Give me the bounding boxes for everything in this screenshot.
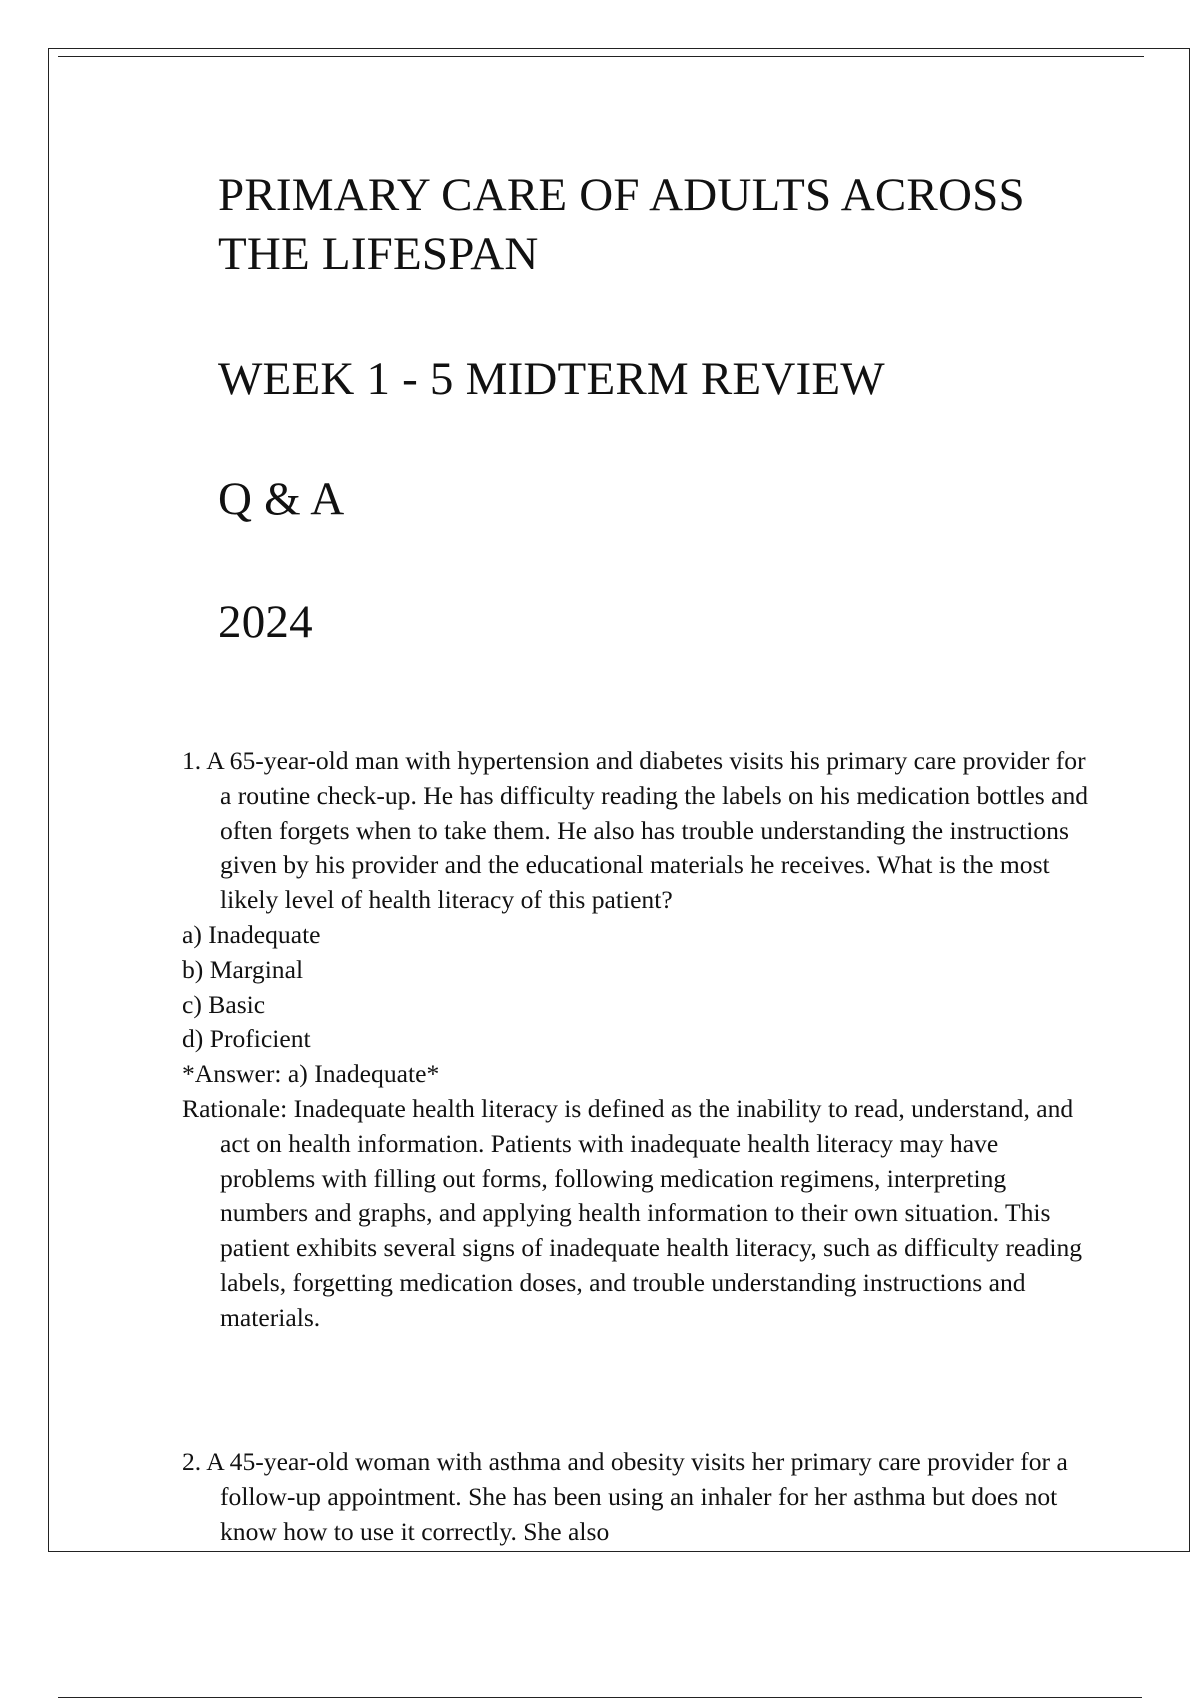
title-line-2: THE LIFESPAN [218,227,539,280]
question-2-stem [182,1445,1094,1549]
question-1-rationale: Rationale: Inadequate health literacy is defined as the inability to read, understand, and act on health information. Patients with inadequate health literacy may have problems with filling out forms, following medication regimens, interpreting numbers and graphs, and applying health information to their own situation. This patient exhibits several signs of inadequate health literacy, such as difficulty reading labels, forgetting medication doses, and trouble understanding instructions and materials. [182,1093,1083,1332]
question-2-number: 2. [182,1447,202,1476]
year-heading: 2024 [218,596,313,648]
question-1 [182,744,1094,1336]
question-1-option-c: c) Basic [182,989,266,1019]
document-title [218,166,1118,284]
question-1-answer: *Answer: a) Inadequate* [182,1059,440,1089]
question-1-stem [182,744,1094,918]
question-1-option-b: b) Marginal [182,954,304,984]
top-rule [58,56,1144,57]
question-1-number: 1. [182,746,202,775]
question-2-text: A 45-year-old woman with asthma and obesity visits her primary care provider for a follow-up appointment. She has been using an inhaler for her asthma but does not know how to use it correctly. She also [206,1447,1068,1546]
question-1-text: A 65-year-old man with hypertension and diabetes visits his primary care provider for a routine check-up. He has difficulty reading the labels on his medication bottles and often forgets when to take them. He also has trouble understanding the instructions given by his provider and the educational materials he receives. What is the most likely level of health literacy of this patient? [206,746,1089,915]
qa-heading: Q & A [218,473,345,525]
document-subtitle: WEEK 1 - 5 MIDTERM REVIEW [218,353,885,405]
title-line-1: PRIMARY CARE OF ADULTS ACROSS [218,169,1025,221]
question-1-option-a: a) Inadequate [182,919,321,949]
question-1-option-d: d) Proficient [182,1024,311,1054]
question-2 [182,1445,1094,1549]
bottom-rule [58,1697,1142,1698]
